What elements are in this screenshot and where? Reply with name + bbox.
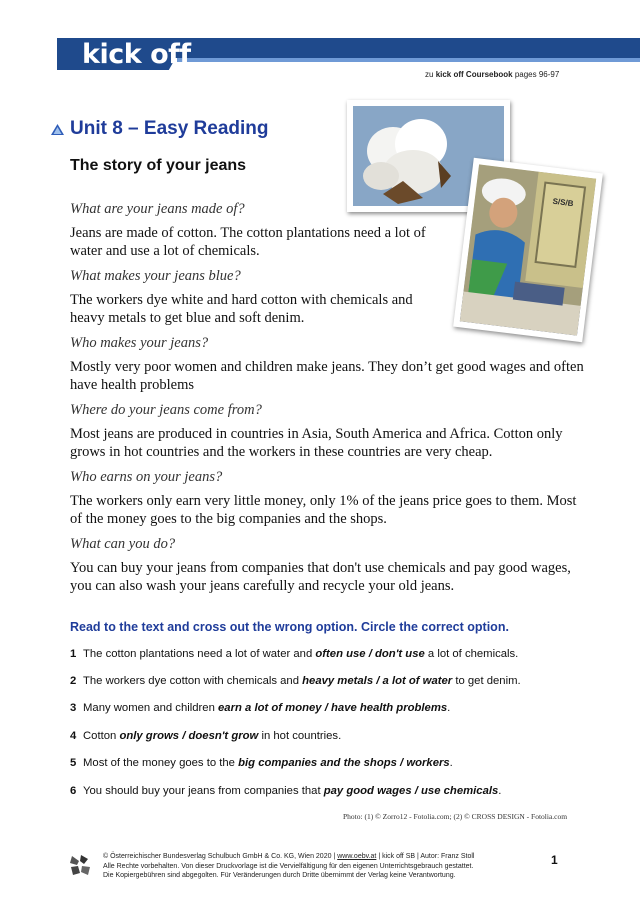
coursebook-reference: zu kick off Coursebook pages 96-97 xyxy=(425,70,560,79)
exercise-item-2: 2 The workers dye cotton with chemicals and heavy metals / a lot of water to get denim. xyxy=(70,675,521,687)
option-choice[interactable]: only grows / doesn't grow xyxy=(119,730,259,742)
answer-6: You can buy your jeans from companies that don't use chemicals and pay good wages, you can also wash your jeans carefully and recycle your old jeans. xyxy=(70,560,571,594)
answer-3: Mostly very poor women and children make jeans. They don’t get good wages and often have health problems xyxy=(70,359,584,393)
kick-off-logo: kick off xyxy=(82,39,191,70)
exercise-heading: Read to the text and cross out the wrong option. Circle the correct option. xyxy=(70,620,509,634)
triangle-icon xyxy=(51,124,64,135)
exercise-item-3: 3 Many women and children earn a lot of money / have health problems. xyxy=(70,702,451,714)
exercise-item-6: 6 You should buy your jeans from companies that pay good wages / use chemicals. xyxy=(70,785,502,797)
question-5: Who earns on your jeans? xyxy=(70,469,223,485)
option-choice[interactable]: earn a lot of money / have health problems xyxy=(218,702,448,714)
option-choice[interactable]: big companies and the shops / workers xyxy=(238,757,450,769)
option-choice[interactable]: often use / don't use xyxy=(315,648,425,660)
question-6: What can you do? xyxy=(70,536,176,552)
question-3: Who makes your jeans? xyxy=(70,335,209,351)
question-1: What are your jeans made of? xyxy=(70,201,245,217)
publisher-link[interactable]: www.oebv.at xyxy=(337,853,377,860)
machine-sign: S/S/B xyxy=(552,196,574,209)
answer-2: The workers dye white and hard cotton with chemicals and heavy metals to get blue and soft denim. xyxy=(70,292,413,326)
exercise-item-1: 1 The cotton plantations need a lot of water and often use / don't use a lot of chemicals. xyxy=(70,648,519,660)
answer-1: Jeans are made of cotton. The cotton plantations need a lot of water and use a lot of chemicals. xyxy=(70,225,426,259)
option-choice[interactable]: pay good wages / use chemicals xyxy=(323,785,499,797)
answer-5: The workers only earn very little money, only 1% of the jeans price goes to them. Most of the money goes to the big companies and the shops. xyxy=(70,493,577,527)
question-2: What makes your jeans blue? xyxy=(70,268,241,284)
reading-text xyxy=(70,200,590,595)
story-title: The story of your jeans xyxy=(70,157,247,174)
option-choice[interactable]: heavy metals / a lot of water xyxy=(302,675,453,687)
photo-credit: Photo: (1) © Zorro12 - Fotolia.com; (2) © CROSS DESIGN - Fotolia.com xyxy=(343,812,568,821)
header-stripe xyxy=(177,58,640,62)
question-4: Where do your jeans come from? xyxy=(70,402,262,418)
footer-copyright: © Österreichischer Bundesverlag Schulbuch GmbH & Co. KG, Wien 2020 | www.oebv.at | kick off SB | Autor: Franz Stoll Alle Rechte vorbehalten. Von dieser Druckvorlage ist die Vervielfältigung für den eigenen Unterrichtsgebrauch gestattet. Die Kopiergebühren sind abgegolten. Für Veränderungen durch Dritte übernimmt der Verlag keine Verantwortung. xyxy=(103,853,475,879)
exercise-item-5: 5 Most of the money goes to the big companies and the shops / workers. xyxy=(70,757,453,769)
exercise-item-4: 4 Cotton only grows / doesn't grow in hot countries. xyxy=(70,730,342,742)
publisher-logo-icon xyxy=(68,853,92,877)
unit-title: Unit 8 – Easy Reading xyxy=(70,118,269,139)
page-number: 1 xyxy=(551,853,558,867)
answer-4: Most jeans are produced in countries in Asia, South America and Africa. Cotton only grows in hot countries and the workers in these countries are very cheap. xyxy=(70,426,563,460)
